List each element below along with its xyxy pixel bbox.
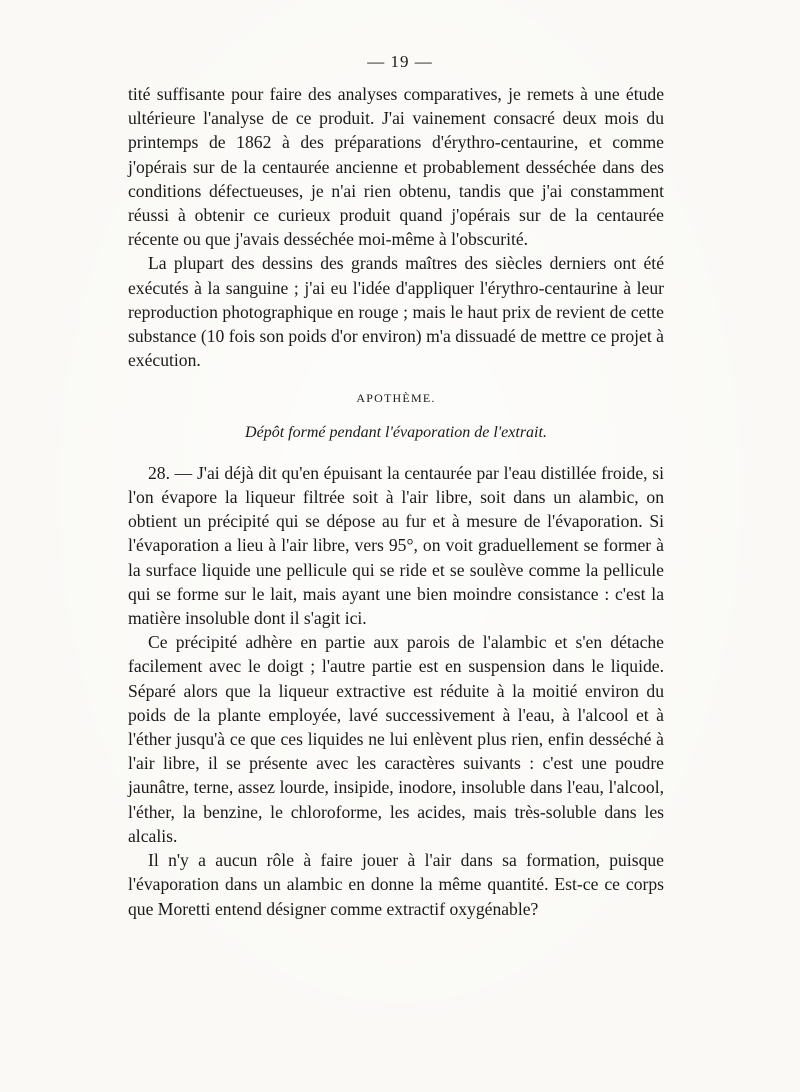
- page-body: [128, 82, 664, 921]
- paragraph-moretti: Il n'y a aucun rôle à faire jouer à l'air dans sa formation, puisque l'évaporation dans un alambic en donne la même quantité. Est-ce ce corps que Moretti entend désigner comme extractif oxygénable?: [128, 850, 664, 919]
- paragraph-precipite: Ce précipité adhère en partie aux parois de l'alambic et s'en détache facilement avec le doigt ; l'autre partie est en suspension dans le liquide. Séparé alors que la liqueur extractive est réduite à la moitié environ du poids de la plante employée, lavé successivement à l'eau, à l'alcool et à l'éther jusqu'à ce que ces liquides ne lui enlèvent plus rien, enfin desséché à l'air libre, il se présente avec les caractères suivants : c'est une poudre jaunâtre, terne, assez lourde, insipide, inodore, insoluble dans l'eau, l'alcool, l'éther, la benzine, le chloroforme, les acides, mais très-soluble dans les alcalis.: [128, 632, 664, 846]
- paragraph-28: 28. — J'ai déjà dit qu'en épuisant la centaurée par l'eau distillée froide, si l'on évapore la liqueur filtrée soit à l'air libre, soit dans un alambic, on obtient un précipité qui se dépose au fur et à mesure de l'évaporation. Si l'évaporation a lieu à l'air libre, vers 95°, on voit graduellement se former à la surface liquide une pellicule qui se ride et se soulève comme la pellicule qui se forme sur le lait, mais ayant une bien moindre consistance : c'est la matière insoluble dont il s'agit ici.: [128, 462, 664, 629]
- paragraph-continuation: tité suffisante pour faire des analyses comparatives, je remets à une étude ultérieure l'analyse de ce produit. J'ai vainement consacré deux mois du printemps de 1862 à des préparations d'érythro-centaurine, et comme j'opérais sur de la centaurée ancienne et probablement desséchée dans des conditions défectueuses, je n'ai rien obtenu, tandis que j'ai constamment réussi à obtenir ce curieux produit quand j'opérais sur de la centaurée récente ou que j'avais desséchée moi-même à l'obscurité.: [128, 84, 664, 250]
- section-subtitle: Dépôt formé pendant l'évaporation de l'extrait.: [245, 423, 547, 441]
- section-title: APOTHÈME.: [356, 391, 436, 406]
- paragraph-sanguine: La plupart des dessins des grands maîtres des siècles derniers ont été exécutés à la sanguine ; j'ai eu l'idée d'appliquer l'érythro-centaurine à leur reproduction photographique en rouge ; mais le haut prix de revient de cette substance (10 fois son poids d'or environ) m'a dissuadé de mettre ce projet à exécution.: [128, 253, 664, 371]
- page-number-header: — 19 —: [367, 52, 433, 71]
